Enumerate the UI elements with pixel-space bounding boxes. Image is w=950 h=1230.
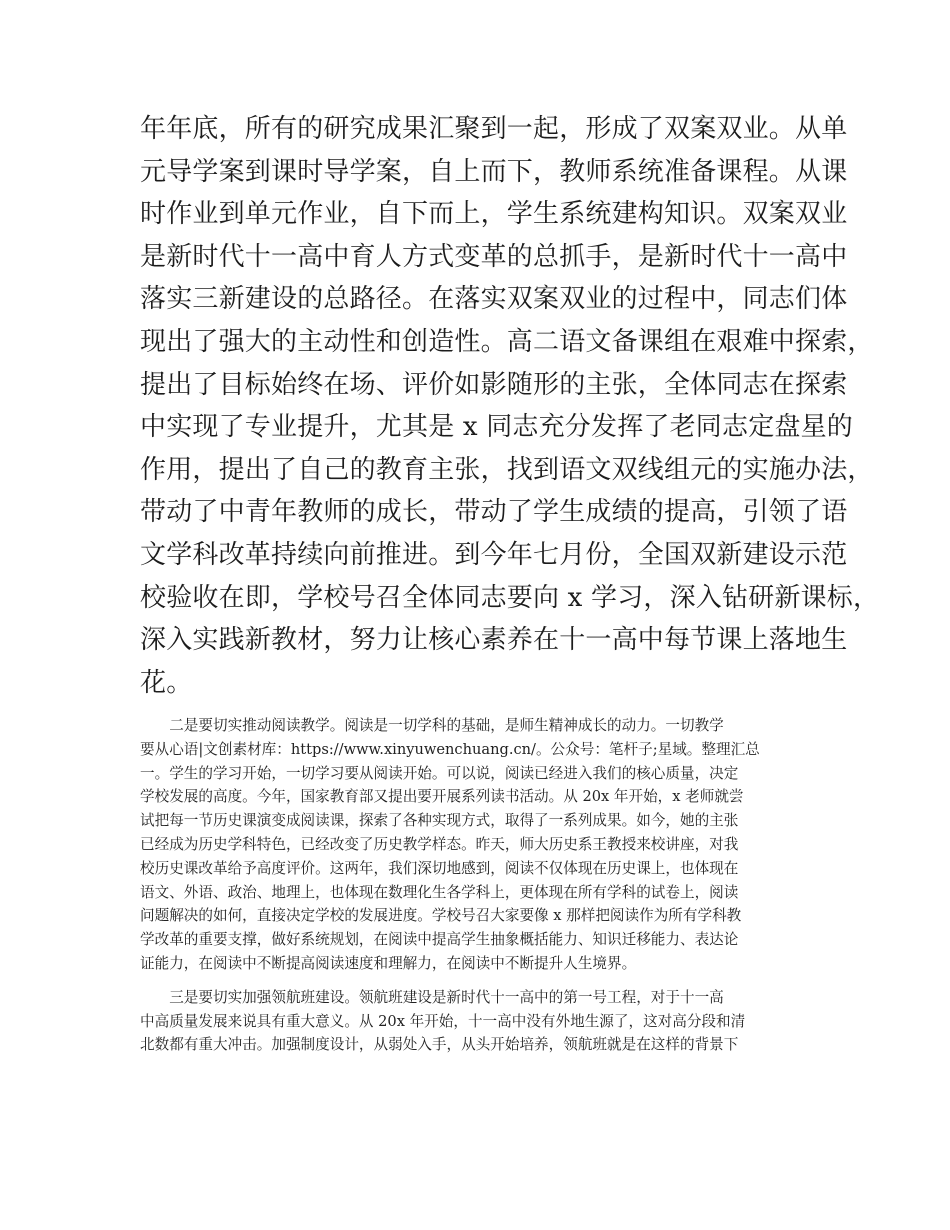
text-line: 花。 (140, 667, 193, 698)
body-paragraphs (140, 714, 830, 1057)
text-line: 是新时代十一高中育人方式变革的总抓手，是新时代十一高中 (140, 241, 848, 272)
main-paragraph (140, 108, 880, 704)
text-line: 试把每一节历史课演变成阅读课，探索了各种实现方式，取得了一系列成果。如今，她的主张 (140, 812, 739, 830)
paragraph-reading-teaching (140, 714, 830, 976)
text-line: 证能力，在阅读中不断提高阅读速度和理解力，在阅读中不断提升人生境界。 (140, 954, 637, 972)
text-line: 带动了中青年教师的成长，带动了学生成绩的提高，引领了语 (140, 497, 848, 528)
text-line: 校历史课改革给予高度评价。这两年，我们深切地感到，阅读不仅体现在历史课上，也体现在 (140, 859, 739, 877)
text-line: 已经成为历史学科特色，已经改变了历史教学样态。昨天，师大历史系王教授来校讲座，对我 (140, 835, 739, 853)
text-line: 深入实践新教材，努力让核心素养在十一高中每节课上落地生 (140, 625, 848, 656)
text-line: 提出了目标始终在场、评价如影随形的主张，全体同志在探索 (140, 369, 848, 400)
text-line: 时作业到单元作业，自下而上，学生系统建构知识。双案双业 (140, 199, 848, 230)
paragraph-spacer (140, 976, 830, 986)
text-line: 问题解决的如何，直接决定学校的发展进度。学校号召大家要像 x 那样把阅读作为所有学科教 (140, 907, 742, 925)
text-line: 学校发展的高度。今年，国家教育部又提出要开展系列读书活动。从 20x 年开始，x 老师就尝 (140, 788, 744, 806)
text-line: 要从心语|文创素材库：https://www.xinyuwenchuang.cn/。公众号：笔杆子;星域。整理汇总 (140, 740, 760, 758)
text-line: 北数都有重大冲击。加强制度设计，从弱处入手，从头开始培养，领航班就是在这样的背景下 (140, 1036, 739, 1054)
text-line: 作用，提出了自己的教育主张，找到语文双线组元的实施办法， (140, 454, 874, 485)
text-line: 年年底，所有的研究成果汇聚到一起，形成了双案双业。从单 (140, 114, 848, 144)
paragraph-navigator-class (140, 986, 830, 1057)
text-line: 落实三新建设的总路径。在落实双案双业的过程中，同志们体 (140, 284, 848, 315)
text-line: 三是要切实加强领航班建设。领航班建设是新时代十一高中的第一号工程，对于十一高 (140, 988, 724, 1006)
text-line: 二是要切实推动阅读教学。阅读是一切学科的基础，是师生精神成长的动力。一切教学 (140, 717, 724, 734)
text-line: 文学科改革持续向前推进。到今年七月份，全国双新建设示范 (140, 539, 848, 570)
text-line: 中实现了专业提升，尤其是 x 同志充分发挥了老同志定盘星的 (140, 412, 853, 443)
text-line: 一。学生的学习开始，一切学习要从阅读开始。可以说，阅读已经进入我们的核心质量，决定 (140, 764, 739, 782)
text-line: 中高质量发展来说具有重大意义。从 20x 年开始，十一高中没有外地生源了，这对高分段和清 (140, 1012, 746, 1030)
text-line: 语文、外语、政治、地理上，也体现在数理化生各学科上，更体现在所有学科的试卷上，阅读 (140, 883, 739, 901)
text-line: 元导学案到课时导学案，自上而下，教师系统准备课程。从课 (140, 156, 848, 187)
text-line: 校验收在即，学校号召全体同志要向 x 学习，深入钻研新课标， (140, 582, 880, 613)
text-line: 学改革的重要支撑，做好系统规划，在阅读中提高学生抽象概括能力、知识迁移能力、表达论 (140, 931, 739, 949)
text-line: 现出了强大的主动性和创造性。高二语文备课组在艰难中探索， (140, 326, 874, 357)
